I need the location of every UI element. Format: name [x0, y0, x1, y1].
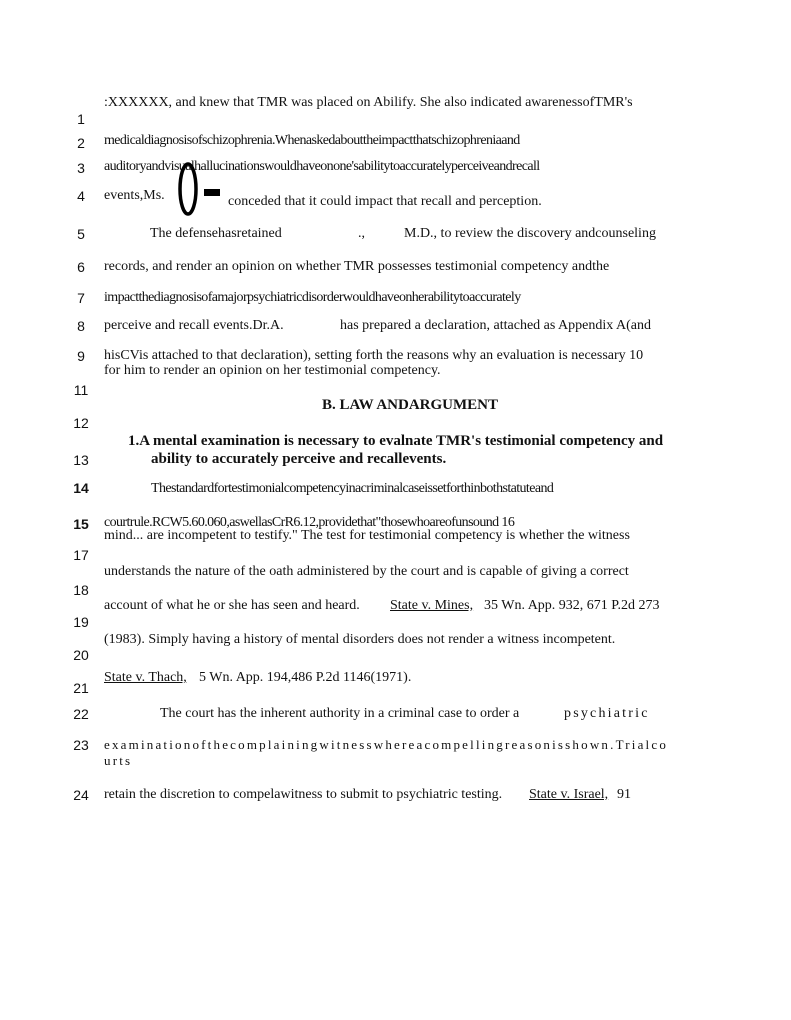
text-line-18a: account of what he or she has seen and heard.: [104, 598, 360, 613]
line-number: 15: [73, 516, 89, 532]
subheading-1-line-1: 1.A mental examination is necessary to evalnate TMR's testimonial competency and: [128, 433, 664, 449]
text-line-3: auditoryandvisualhallucinationswouldhaveonone'sabilitytoaccuratelyperceiveandrecall: [104, 159, 540, 174]
line-number: 19: [73, 614, 89, 630]
text-line-23a: examinationofthecomplainingwitnesswhereacompellingreasonisshown.Trialco: [104, 737, 669, 752]
line-number: 20: [73, 647, 89, 663]
text-line-5a: The defensehasretained: [150, 226, 282, 241]
line-number: 12: [73, 415, 89, 431]
line-number: 4: [77, 188, 85, 204]
text-line-14: Thestandardfortestimonialcompetencyinacriminalcaseissetforthinbothstatuteand: [151, 481, 554, 496]
line-number: 17: [73, 547, 89, 563]
case-citation-thach: State v. Thach,: [104, 670, 187, 685]
line-number: 22: [73, 706, 89, 722]
text-line-24a: retain the discretion to compelawitness to submit to psychiatric testing.: [104, 787, 503, 802]
case-citation-israel: State v. Israel,: [529, 787, 609, 802]
line-number: 9: [77, 348, 85, 364]
text-line-6: records, and render an opinion on whether TMR possesses testimonial competency andthe: [104, 259, 610, 274]
text-line-4b: conceded that it could impact that recall and perception.: [228, 194, 542, 209]
text-line-9b: for him to render an opinion on her testimonial competency.: [104, 363, 441, 378]
text-line-5b: .,: [358, 226, 365, 241]
text-line-15b: mind... are incompetent to testify." The test for testimonial competency is whether the witness: [104, 528, 630, 543]
line-number: 11: [73, 382, 89, 398]
text-line-8a: perceive and recall events.Dr.A.: [104, 318, 284, 333]
text-line-0: :XXXXXX, and knew that TMR was placed on Abilify. She also indicated awarenessofTMR's: [104, 95, 633, 110]
line-number: 24: [73, 787, 89, 803]
subheading-1-line-2: ability to accurately perceive and recallevents.: [151, 451, 447, 467]
line-number: 3: [77, 160, 85, 176]
line-number: 5: [77, 226, 85, 242]
line-number: 14: [73, 480, 89, 496]
line-number: 23: [73, 737, 89, 753]
text-line-18c: 35 Wn. App. 932, 671 P.2d 273: [484, 598, 660, 613]
text-line-2: medicaldiagnosisofschizophrenia.Whenaskedabouttheimpactthatschizophreniaand: [104, 133, 520, 148]
text-line-22b: psychiatric: [564, 706, 650, 721]
case-citation-mines: State v. Mines,: [390, 598, 474, 613]
line-number: 6: [77, 259, 85, 275]
text-line-7: impactthediagnosisofamajorpsychiatricdisorderwouldhaveonherabilitytoaccurately: [104, 290, 521, 305]
text-line-17: understands the nature of the oath administered by the court and is capable of giving a correct: [104, 564, 629, 579]
line-number: 8: [77, 318, 85, 334]
text-line-19: (1983). Simply having a history of mental disorders does not render a witness incompetent.: [104, 632, 616, 647]
text-line-8b: has prepared a declaration, attached as Appendix A(and: [340, 318, 651, 333]
line-number: 18: [73, 582, 89, 598]
text-line-21b: 5 Wn. App. 194,486 P.2d 1146(1971).: [199, 670, 412, 685]
text-line-24c: 91: [617, 787, 631, 802]
handwritten-redaction-mark: [176, 162, 226, 222]
text-line-4a: events,Ms.: [104, 188, 165, 203]
section-heading-law-and-argument: B. LAW ANDARGUMENT: [322, 397, 498, 413]
text-line-15a: courtrule.RCW5.60.060,aswellasCrR6.12,providethat"thosewhoareofunsound 16: [104, 515, 515, 530]
text-line-23b: urts: [104, 753, 133, 768]
text-line-22a: The court has the inherent authority in a criminal case to order a: [160, 706, 520, 721]
line-number: 1: [77, 111, 85, 127]
line-number: 2: [77, 135, 85, 151]
line-number: 13: [73, 452, 89, 468]
text-line-9a: hisCVis attached to that declaration), setting forth the reasons why an evaluation is necessary 10: [104, 348, 644, 363]
line-number: 7: [77, 290, 85, 306]
line-number: 21: [73, 680, 89, 696]
text-line-5c: M.D., to review the discovery andcounseling: [404, 226, 656, 241]
